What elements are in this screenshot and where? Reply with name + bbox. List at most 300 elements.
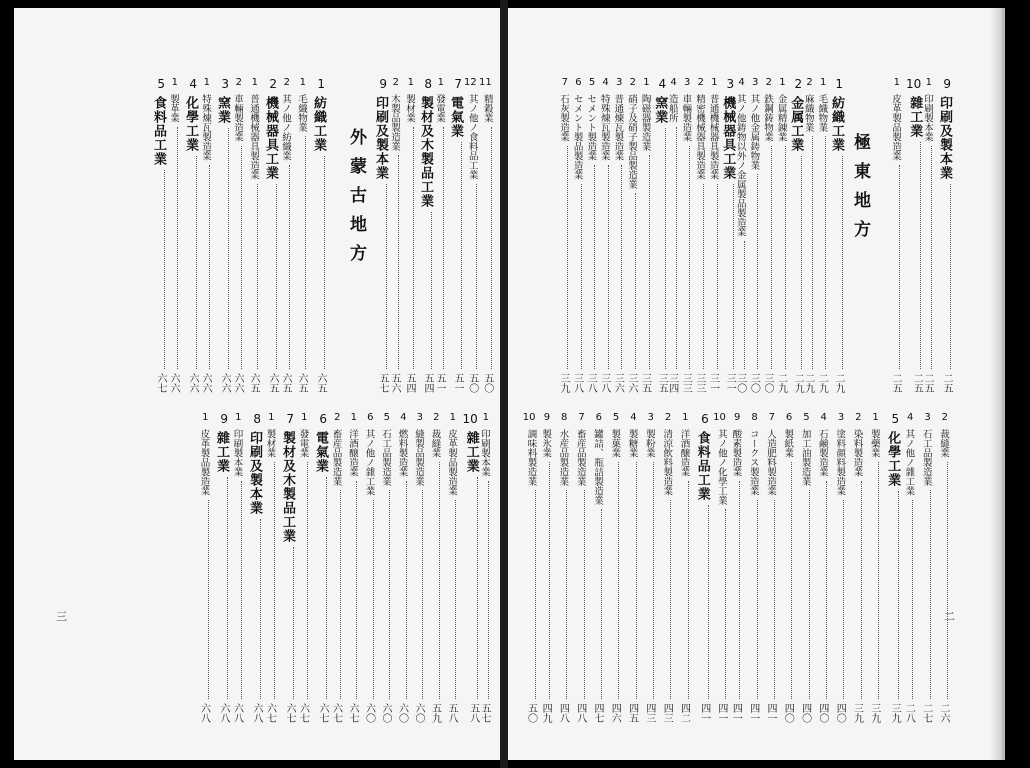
toc-entry[interactable] bbox=[694, 78, 704, 393]
dot-leader bbox=[584, 490, 585, 699]
entry-number: 4 bbox=[907, 412, 914, 423]
entry-title: 皮革製品製造業 bbox=[890, 94, 901, 161]
entry-title: 發電業 bbox=[434, 94, 445, 123]
entry-title: 罐詰、瓶詰製造業 bbox=[592, 429, 603, 505]
dot-leader bbox=[635, 193, 636, 369]
toc-entry[interactable] bbox=[449, 78, 462, 393]
entry-title: セメント製造業 bbox=[585, 94, 597, 161]
toc-entry[interactable] bbox=[296, 78, 306, 393]
entry-title: 其ノ他ノ雜工業 bbox=[903, 429, 915, 496]
entry-title: 印刷及製本業 bbox=[373, 96, 388, 180]
entry-title: コークス製造業 bbox=[747, 429, 759, 496]
entry-page: 六六 bbox=[232, 373, 243, 393]
entry-page: 四〇 bbox=[782, 703, 794, 723]
toc-entry[interactable] bbox=[264, 78, 277, 393]
entry-number: 3 bbox=[752, 77, 759, 88]
dot-leader bbox=[406, 481, 407, 700]
toc-entry[interactable] bbox=[609, 413, 619, 723]
toc-entry[interactable] bbox=[585, 78, 595, 393]
entry-number: 11 bbox=[479, 77, 492, 88]
entry-title: 電氣業 bbox=[448, 96, 463, 138]
entry-number: 1 bbox=[835, 77, 843, 91]
dot-leader bbox=[670, 500, 671, 700]
entry-number: 7 bbox=[768, 412, 775, 423]
entry-number: 10 bbox=[713, 412, 726, 423]
toc-entry[interactable] bbox=[644, 413, 654, 723]
toc-entry[interactable] bbox=[816, 78, 826, 393]
entry-number: 1 bbox=[872, 412, 879, 423]
toc-entry[interactable] bbox=[281, 413, 294, 723]
entry-page: 二八 bbox=[903, 703, 915, 723]
entry-title: 雜工業 bbox=[214, 431, 229, 473]
entry-number: 1 bbox=[482, 412, 489, 423]
entry-number: 6 bbox=[319, 412, 327, 426]
dot-leader bbox=[289, 165, 290, 370]
toc-entry[interactable] bbox=[446, 413, 456, 723]
dot-leader bbox=[878, 462, 879, 700]
toc-entry[interactable] bbox=[434, 78, 444, 393]
toc-entry[interactable] bbox=[800, 413, 810, 723]
toc-entry[interactable] bbox=[464, 78, 477, 393]
entry-number: 4 bbox=[189, 77, 197, 91]
entry-title: 麻織物業 bbox=[802, 94, 814, 132]
dot-leader bbox=[717, 184, 718, 370]
dot-leader bbox=[491, 127, 492, 370]
toc-entry[interactable] bbox=[314, 413, 327, 723]
toc-entry[interactable] bbox=[152, 78, 165, 393]
toc-entry[interactable] bbox=[789, 78, 802, 393]
entry-title: 人造肥料製造業 bbox=[765, 429, 776, 496]
entry-title: 其ノ他ノ化學工業 bbox=[715, 429, 727, 505]
dot-leader bbox=[477, 477, 478, 699]
right-page bbox=[508, 8, 1005, 760]
entry-number: 2 bbox=[629, 77, 636, 88]
entry-number: 1 bbox=[203, 77, 210, 88]
entry-number: 3 bbox=[726, 77, 735, 91]
toc-entry[interactable] bbox=[168, 78, 178, 393]
entry-page: 六〇 bbox=[363, 703, 375, 723]
entry-number: 6 bbox=[575, 77, 582, 88]
toc-entry[interactable] bbox=[572, 78, 582, 393]
entry-page: 六〇 bbox=[413, 703, 424, 723]
entry-number: 3 bbox=[221, 77, 229, 91]
toc-entry[interactable] bbox=[890, 78, 900, 393]
toc-entry[interactable] bbox=[540, 413, 550, 723]
toc-entry[interactable] bbox=[708, 78, 718, 393]
entry-page: 四二 bbox=[678, 703, 690, 723]
toc-entry[interactable] bbox=[397, 413, 407, 723]
page-folio: 二 bbox=[944, 610, 955, 623]
toc-entry[interactable] bbox=[730, 413, 740, 723]
entry-page: 六七 bbox=[297, 703, 309, 723]
entry-title: 其ノ他ノ食料品工業 bbox=[466, 94, 478, 180]
dot-leader bbox=[443, 127, 444, 370]
toc-entry[interactable] bbox=[834, 413, 844, 723]
entry-number: 8 bbox=[424, 77, 432, 91]
dot-leader bbox=[608, 165, 609, 370]
entry-title: 車輛製造業 bbox=[680, 94, 692, 142]
dot-leader bbox=[164, 170, 165, 369]
entry-title: 調味料製造業 bbox=[525, 429, 537, 486]
entry-title: 化學工業 bbox=[183, 96, 198, 152]
toc-entry[interactable] bbox=[627, 413, 637, 723]
entry-page: 六八 bbox=[218, 703, 229, 723]
toc-entry[interactable] bbox=[592, 413, 602, 723]
entry-title: 製革業 bbox=[168, 94, 179, 123]
entry-title: 印刷及製本業 bbox=[247, 431, 262, 515]
toc-entry[interactable] bbox=[599, 78, 609, 393]
entry-title: 加工油製造業 bbox=[799, 429, 811, 486]
dot-leader bbox=[601, 509, 602, 699]
entry-page: 三九 bbox=[868, 703, 880, 723]
entry-title: 燃料製造業 bbox=[396, 429, 408, 477]
toc-entry[interactable] bbox=[199, 413, 209, 723]
dot-leader bbox=[549, 462, 550, 700]
dot-leader bbox=[307, 462, 308, 700]
entry-title: 製糖業 bbox=[626, 429, 638, 458]
entry-page: 三一 bbox=[724, 373, 736, 393]
toc-entry[interactable] bbox=[653, 78, 666, 393]
entry-number: 4 bbox=[602, 77, 609, 88]
entry-title: 其ノ他鋳物以外ノ金属製品製造業 bbox=[734, 94, 746, 237]
toc-entry[interactable] bbox=[248, 78, 258, 393]
entry-title: 製材業 bbox=[264, 429, 276, 458]
dot-leader bbox=[260, 519, 261, 699]
entry-number: 1 bbox=[235, 412, 242, 423]
dot-leader bbox=[567, 146, 568, 370]
entry-title: 鉄鋼鋳物業 bbox=[762, 94, 773, 142]
entry-number: 1 bbox=[350, 412, 357, 423]
entry-page: 二五 bbox=[890, 373, 901, 393]
dot-leader bbox=[398, 155, 399, 369]
entry-number: 8 bbox=[253, 412, 261, 426]
entry-page: 五一 bbox=[434, 373, 445, 393]
entry-number: 2 bbox=[235, 77, 242, 88]
entry-page: 二六 bbox=[938, 703, 949, 723]
toc-entry[interactable] bbox=[762, 78, 772, 393]
entry-number: 2 bbox=[794, 77, 803, 91]
toc-entry[interactable] bbox=[626, 78, 636, 393]
toc-entry[interactable] bbox=[479, 413, 489, 723]
entry-number: 4 bbox=[400, 412, 407, 423]
toc-entry[interactable] bbox=[830, 78, 843, 393]
toc-entry[interactable] bbox=[938, 413, 948, 723]
dot-leader bbox=[725, 509, 726, 699]
entry-title: 普通機械器具製造業 bbox=[707, 94, 719, 180]
entry-page: 六五 bbox=[315, 373, 326, 393]
toc-entry[interactable] bbox=[696, 413, 709, 723]
entry-page: 三八 bbox=[585, 373, 597, 393]
toc-entry[interactable] bbox=[640, 78, 650, 393]
toc-entry[interactable] bbox=[298, 413, 308, 723]
dot-leader bbox=[241, 481, 242, 700]
toc-entry[interactable] bbox=[680, 78, 690, 393]
toc-entry[interactable] bbox=[430, 413, 440, 723]
entry-title: 造船所 bbox=[666, 94, 678, 123]
entry-title: 其ノ他ノ紡織業 bbox=[280, 94, 291, 161]
entry-page: 三五 bbox=[656, 373, 668, 393]
entry-title: 毛織物業 bbox=[816, 94, 828, 132]
toc-entry[interactable] bbox=[380, 413, 390, 723]
entry-number: 3 bbox=[924, 412, 931, 423]
entry-page: 五〇 bbox=[525, 703, 537, 723]
entry-title: 裁縫業 bbox=[429, 429, 441, 458]
dot-leader bbox=[386, 184, 387, 369]
entry-title: 陶磁器製造業 bbox=[639, 94, 651, 151]
toc-entry[interactable] bbox=[679, 413, 689, 723]
entry-page: 四九 bbox=[540, 703, 552, 723]
entry-page: 二九 bbox=[792, 373, 804, 393]
dot-leader bbox=[898, 491, 899, 699]
dot-leader bbox=[636, 462, 637, 700]
toc-entry[interactable] bbox=[374, 78, 387, 393]
dot-leader bbox=[812, 136, 813, 369]
toc-entry[interactable] bbox=[389, 78, 399, 393]
toc-entry[interactable] bbox=[906, 78, 921, 393]
dot-leader bbox=[842, 156, 843, 369]
book-spine bbox=[500, 0, 508, 768]
toc-entry[interactable] bbox=[523, 413, 536, 723]
entry-page: 二五 bbox=[941, 373, 952, 393]
toc-entry[interactable] bbox=[903, 413, 913, 723]
entry-number: 3 bbox=[837, 412, 845, 423]
entry-number: 3 bbox=[684, 77, 691, 88]
dot-leader bbox=[340, 490, 341, 699]
toc-entry[interactable] bbox=[215, 413, 228, 723]
dot-leader bbox=[227, 477, 228, 699]
toc-entry[interactable] bbox=[479, 78, 492, 393]
dot-leader bbox=[744, 241, 745, 370]
dot-leader bbox=[649, 155, 650, 369]
toc-entry[interactable] bbox=[782, 413, 792, 723]
toc-entry[interactable] bbox=[748, 78, 758, 393]
entry-page: 四一 bbox=[730, 703, 742, 723]
entry-page: 五九 bbox=[429, 703, 441, 723]
entry-title: 水産品製造業 bbox=[557, 429, 569, 486]
dot-leader bbox=[209, 165, 210, 370]
toc-entry[interactable] bbox=[852, 413, 862, 723]
entry-page: 四五 bbox=[626, 703, 638, 723]
entry-number: 9 bbox=[379, 77, 387, 91]
entry-title: 製材業 bbox=[404, 94, 415, 123]
dot-leader bbox=[843, 500, 844, 700]
entry-number: 6 bbox=[367, 412, 374, 423]
dot-leader bbox=[708, 505, 709, 699]
entry-number: 9 bbox=[943, 77, 951, 91]
toc-entry[interactable] bbox=[419, 78, 432, 393]
entry-title: 製材及木製品工業 bbox=[280, 431, 295, 543]
entry-page: 六五 bbox=[280, 373, 291, 393]
toc-entry[interactable] bbox=[558, 78, 568, 393]
toc-entry[interactable] bbox=[667, 78, 677, 393]
entry-page: 五七 bbox=[377, 373, 388, 393]
entry-title: 窯業 bbox=[215, 96, 230, 124]
dot-leader bbox=[422, 490, 423, 699]
entry-number: 10 bbox=[906, 77, 922, 91]
entry-title: 食料品工業 bbox=[151, 96, 166, 166]
entry-title: 石工品製造業 bbox=[380, 429, 391, 486]
entry-page: 二五 bbox=[922, 373, 933, 393]
entry-page: 三〇 bbox=[748, 373, 760, 393]
dot-leader bbox=[791, 462, 792, 700]
toc-entry[interactable] bbox=[184, 78, 197, 393]
toc-entry[interactable] bbox=[869, 413, 879, 723]
toc-entry[interactable] bbox=[748, 413, 758, 723]
toc-entry[interactable] bbox=[575, 413, 585, 723]
entry-number: 4 bbox=[738, 77, 745, 88]
toc-entry[interactable] bbox=[280, 78, 290, 393]
toc-entry[interactable] bbox=[713, 413, 726, 723]
entry-title: 石灰製造業 bbox=[558, 94, 569, 142]
entry-page: 五八 bbox=[446, 703, 457, 723]
dot-leader bbox=[825, 136, 826, 369]
toc-entry[interactable] bbox=[364, 413, 374, 723]
entry-title: 特殊煉瓦製造業 bbox=[598, 94, 610, 161]
dot-leader bbox=[676, 127, 677, 370]
region-title-outer-mongolia: 外蒙古地方 bbox=[346, 128, 366, 273]
toc-entry[interactable] bbox=[803, 78, 813, 393]
entry-number: 5 bbox=[588, 77, 596, 88]
toc-entry[interactable] bbox=[765, 413, 775, 723]
toc-entry[interactable] bbox=[216, 78, 229, 393]
dot-leader bbox=[947, 462, 948, 700]
dot-leader bbox=[439, 462, 440, 700]
toc-entry[interactable] bbox=[938, 78, 951, 393]
toc-entry[interactable] bbox=[661, 413, 671, 723]
entry-page: 五一 bbox=[452, 373, 463, 393]
entry-page: 六六 bbox=[168, 373, 179, 393]
dot-leader bbox=[461, 142, 462, 369]
dot-leader bbox=[455, 500, 456, 700]
dot-leader bbox=[757, 174, 758, 369]
dot-leader bbox=[305, 136, 306, 369]
entry-page: 二九 bbox=[833, 373, 844, 393]
entry-title: 機械器具工業 bbox=[263, 96, 278, 180]
entry-title: 皮革製品製造業 bbox=[446, 429, 457, 496]
entry-page: 四七 bbox=[592, 703, 603, 723]
dot-leader bbox=[950, 184, 951, 369]
toc-entry[interactable] bbox=[922, 78, 932, 393]
entry-page: 四一 bbox=[747, 703, 759, 723]
dot-leader bbox=[389, 490, 390, 699]
entry-number: 2 bbox=[392, 77, 399, 88]
entry-title: 洋酒醸造業 bbox=[347, 429, 358, 477]
entry-number: 10 bbox=[462, 412, 478, 426]
entry-page: 五六 bbox=[389, 373, 400, 393]
entry-page: 三八 bbox=[598, 373, 610, 393]
entry-title: 精密機械器具製造業 bbox=[694, 94, 705, 180]
entry-page: 四八 bbox=[557, 703, 569, 723]
entry-title: 縫製品製造業 bbox=[413, 429, 424, 486]
entry-title: 製藥業 bbox=[868, 429, 880, 458]
entry-title: 精穀業 bbox=[481, 94, 493, 123]
entry-title: 裁縫業 bbox=[938, 429, 949, 458]
entry-title: 印刷及製本業 bbox=[937, 96, 952, 180]
entry-page: 四三 bbox=[661, 703, 673, 723]
entry-title: 石鹸製造業 bbox=[816, 429, 828, 477]
toc-entry[interactable] bbox=[921, 413, 931, 723]
dot-leader bbox=[476, 184, 477, 370]
entry-number: 5 bbox=[891, 412, 900, 426]
toc-entry[interactable] bbox=[463, 413, 478, 723]
entry-page: 二九 bbox=[775, 373, 787, 393]
dot-leader bbox=[689, 146, 690, 370]
toc-entry[interactable] bbox=[404, 78, 414, 393]
dot-leader bbox=[274, 462, 275, 700]
entry-number: 5 bbox=[612, 412, 620, 423]
entry-number: 1 bbox=[893, 77, 900, 88]
entry-page: 三六 bbox=[626, 373, 637, 393]
toc-entry[interactable] bbox=[200, 78, 210, 393]
entry-number: 1 bbox=[171, 77, 178, 88]
dot-leader bbox=[413, 127, 414, 370]
entry-number: 4 bbox=[670, 77, 677, 88]
entry-page: 六〇 bbox=[380, 703, 391, 723]
entry-page: 四八 bbox=[574, 703, 586, 723]
entry-number: 2 bbox=[765, 77, 772, 88]
dot-leader bbox=[771, 146, 772, 370]
entry-page: 六七 bbox=[317, 703, 328, 723]
entry-number: 1 bbox=[268, 412, 275, 423]
entry-title: 製菓業 bbox=[609, 429, 621, 458]
entry-number: 9 bbox=[543, 412, 551, 423]
entry-number: 3 bbox=[616, 77, 623, 88]
toc-entry[interactable] bbox=[331, 413, 341, 723]
toc-entry[interactable] bbox=[557, 413, 567, 723]
dot-leader bbox=[276, 184, 277, 369]
toc-entry[interactable] bbox=[413, 413, 423, 723]
dot-leader bbox=[177, 127, 178, 370]
toc-entry[interactable] bbox=[612, 78, 622, 393]
entry-number: 2 bbox=[269, 77, 277, 91]
toc-entry[interactable] bbox=[232, 413, 242, 723]
toc-entry[interactable] bbox=[347, 413, 357, 723]
entry-page: 六七 bbox=[155, 373, 166, 393]
dot-leader bbox=[785, 146, 786, 370]
toc-entry[interactable] bbox=[886, 413, 899, 723]
entry-page: 三八 bbox=[571, 373, 583, 393]
toc-entry[interactable] bbox=[312, 78, 325, 393]
entry-number: 1 bbox=[301, 412, 308, 423]
entry-title: 金属工業 bbox=[788, 96, 804, 152]
entry-page: 四〇 bbox=[834, 703, 846, 723]
entry-title: 製氷業 bbox=[540, 429, 552, 458]
dot-leader bbox=[930, 490, 931, 699]
entry-number: 2 bbox=[806, 77, 813, 88]
entry-number: 7 bbox=[454, 77, 462, 91]
entry-number: 7 bbox=[561, 77, 568, 88]
entry-title: 發電業 bbox=[297, 429, 309, 458]
toc-entry[interactable] bbox=[721, 78, 734, 393]
entry-title: 木製品製造業 bbox=[389, 94, 400, 151]
toc-entry[interactable] bbox=[248, 413, 261, 723]
entry-number: 1 bbox=[643, 77, 650, 88]
toc-entry[interactable] bbox=[817, 413, 827, 723]
entry-number: 12 bbox=[464, 77, 477, 88]
entry-number: 6 bbox=[785, 412, 793, 423]
toc-entry[interactable] bbox=[232, 78, 242, 393]
toc-entry[interactable] bbox=[776, 78, 786, 393]
entry-title: 其ノ他金属鋳物業 bbox=[748, 94, 760, 170]
toc-entry[interactable] bbox=[265, 413, 275, 723]
dot-leader bbox=[899, 165, 900, 370]
entry-title: 普通機械器具製造業 bbox=[248, 94, 259, 180]
toc-entry[interactable] bbox=[735, 78, 745, 393]
dot-leader bbox=[594, 165, 595, 370]
entry-number: 2 bbox=[664, 412, 672, 423]
dot-leader bbox=[535, 490, 536, 699]
entry-number: 1 bbox=[317, 77, 325, 91]
